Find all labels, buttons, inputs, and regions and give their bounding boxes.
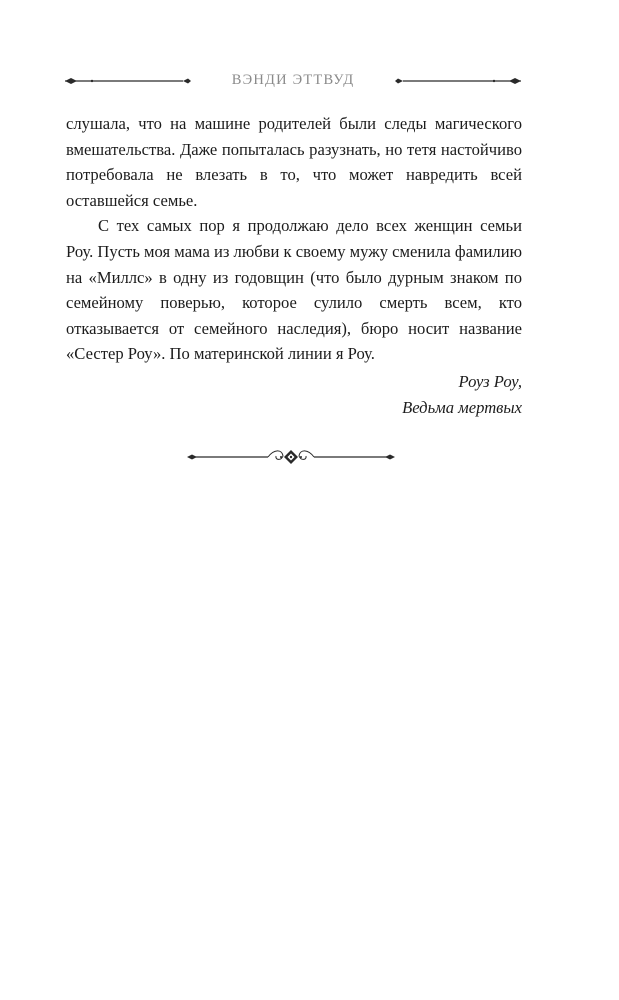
paragraph-continuation: слушала, что на машине родителей были следы магического вмешательства. Даже попыталась разузнать, но тетя настойчиво потребовала не влезать в то, что может навредить всей оставшейся семье.	[66, 114, 522, 210]
signature-name: Роуз Роу,	[458, 372, 522, 391]
header-flourish-right-icon	[394, 74, 524, 88]
section-end-flourish-icon	[186, 445, 396, 469]
signature	[402, 369, 522, 420]
body-text	[66, 111, 522, 367]
running-title: ВЭНДИ ЭТТВУД	[231, 72, 355, 88]
signature-title: Ведьма мертвых	[402, 397, 522, 417]
paragraph: С тех самых пор я продолжаю дело всех женщин семьи Роу. Пусть моя мама из любви к своему мужу сменила фамилию на «Миллс» в одну из годовщин (что было дурным знаком по семейному поверью, которое сулило смерть всем, кто отказывается от семейного наследия), бюро носит название «Сестер Роу». По материнской линии я Роу.	[66, 216, 522, 364]
running-header	[62, 70, 524, 94]
